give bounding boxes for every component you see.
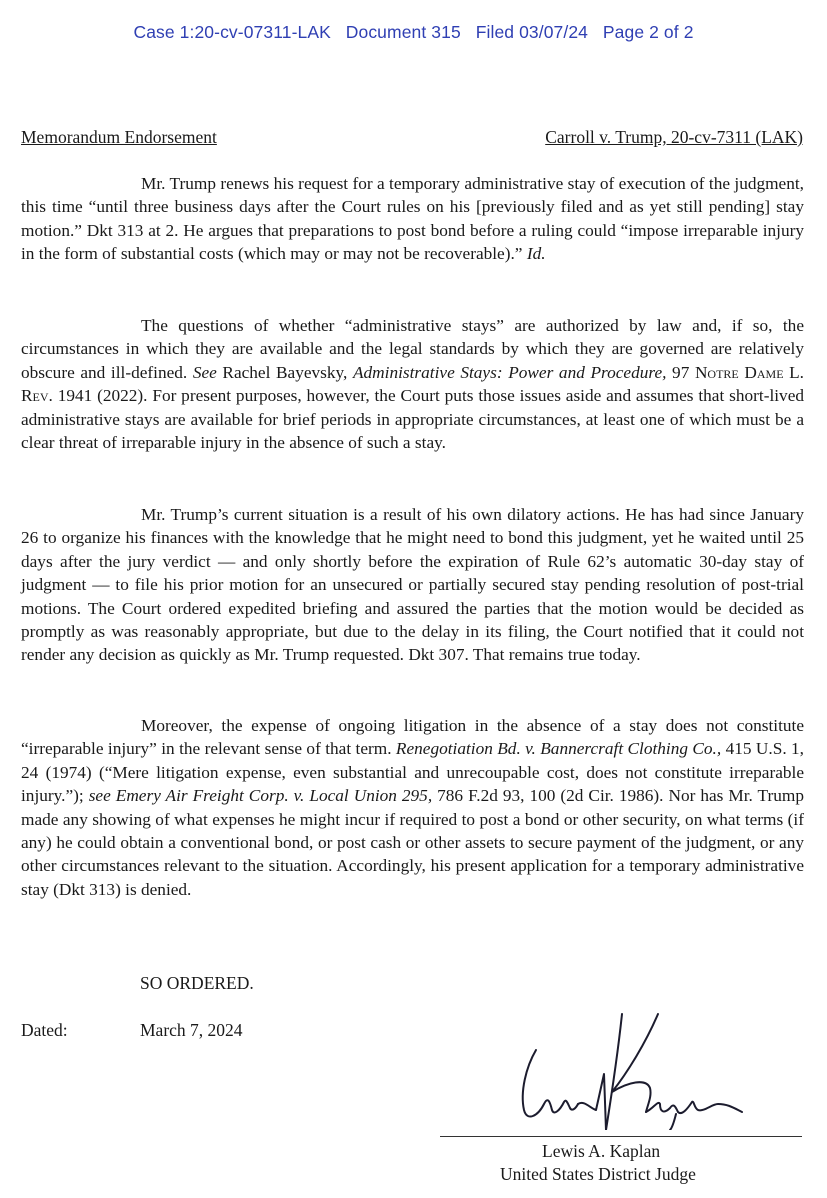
header-case: Case 1:20-cv-07311-LAK xyxy=(133,22,331,42)
caption-case-title: Carroll v. Trump, 20-cv-7311 (LAK) xyxy=(545,127,803,147)
so-ordered: SO ORDERED. xyxy=(140,973,254,993)
p2-smallcaps-1: Notre Dame L. Rev. xyxy=(21,362,805,406)
signature-line xyxy=(440,1136,802,1137)
p4-text-1: Moreover, the expense of ongoing litigation in the absence of a stay does not constitute “irreparable injury” in the relevant sense of that term. xyxy=(21,716,804,759)
p1-italic-1: Id. xyxy=(526,244,546,264)
paragraph-3 xyxy=(21,503,804,667)
p3-text-1: Mr. Trump’s current situation is a result of his own dilatory actions. He has had since January 26 to organize his finances with the knowledge that he might need to bond this judgment, yet he waited until 25 days after the jury verdict — and only shortly before the expiration of Rule 62’s automatic 30-day stay of judgment — to file his prior motion for an unsecured or partially secured stay pending resolution of post-trial motions. The Court ordered expedited briefing and assured the parties that the motion would be decided as promptly as was reasonably appropriate, but due to the delay in its filing, the Court notified that it could not render any decision as quickly as Mr. Trump requested. Dkt 307. That remains true today. xyxy=(21,505,804,665)
p4-text-2: 415 U.S. 1, 24 (1974) (“Mere litigation expense, even substantial and unrecoupable cost, does not constitute irreparable injury.”); xyxy=(21,739,804,806)
p2-text-4: 1941 (2022). For present purposes, however, the Court puts those issues aside and assumes that short-lived administrative stays are available for brief periods in appropriate circumstances, at least one of which must be a clear threat of irreparable injury in the absence of such a stay. xyxy=(21,386,804,453)
dated-label: Dated: xyxy=(21,1020,68,1040)
dated-value: March 7, 2024 xyxy=(140,1020,243,1040)
caption-memorandum: Memorandum Endorsement xyxy=(21,127,217,147)
paragraph-4 xyxy=(21,714,804,901)
paragraph-2 xyxy=(21,314,804,454)
p4-italic-2: see Emery Air Freight Corp. v. Local Union 295, xyxy=(88,786,433,806)
judge-title: United States District Judge xyxy=(500,1164,696,1184)
p4-text-3: 786 F.2d 93, 100 (2d Cir. 1986). Nor has Mr. Trump made any showing of what expenses he might incur if required to post a bond or other security, on what terms (if any) he could obtain a conventional bond, or post cash or other assets to secure payment of the judgment, or any other circumstances relevant to the situation. Accordingly, his present application for a temporary administrative stay (Dkt 313) is denied. xyxy=(21,786,804,899)
judge-signature xyxy=(508,1012,753,1130)
p2-text-2: Rachel Bayevsky, xyxy=(216,362,353,382)
p4-italic-1: Renegotiation Bd. v. Bannercraft Clothing Co., xyxy=(395,739,722,759)
paragraph-1 xyxy=(21,172,804,266)
header-document: Document 315 xyxy=(345,22,461,42)
p2-text-1: The questions of whether “administrative stays” are authorized by law and, if so, the circumstances in which they are available and the legal standards by which they are governed are relatively obscure and ill-defined. xyxy=(21,316,804,382)
filing-header xyxy=(0,22,827,43)
header-page: Page 2 of 2 xyxy=(602,22,694,42)
judge-name: Lewis A. Kaplan xyxy=(542,1141,661,1161)
p2-text-3: 97 xyxy=(666,362,695,382)
header-filed: Filed 03/07/24 xyxy=(475,22,589,42)
p2-italic-1: See xyxy=(192,362,217,382)
p1-text-1: Mr. Trump renews his request for a temporary administrative stay of execution of the judgment, this time “until three business days after the Court rules on his [previously filed and as yet still pending] stay motion.” Dkt 313 at 2. He argues that preparations to post bond before a ruling could “impose irreparable injury in the form of substantial costs (which may or may not be recoverable).” xyxy=(21,174,804,264)
p2-italic-2: Administrative Stays: Power and Procedure, xyxy=(352,362,667,382)
